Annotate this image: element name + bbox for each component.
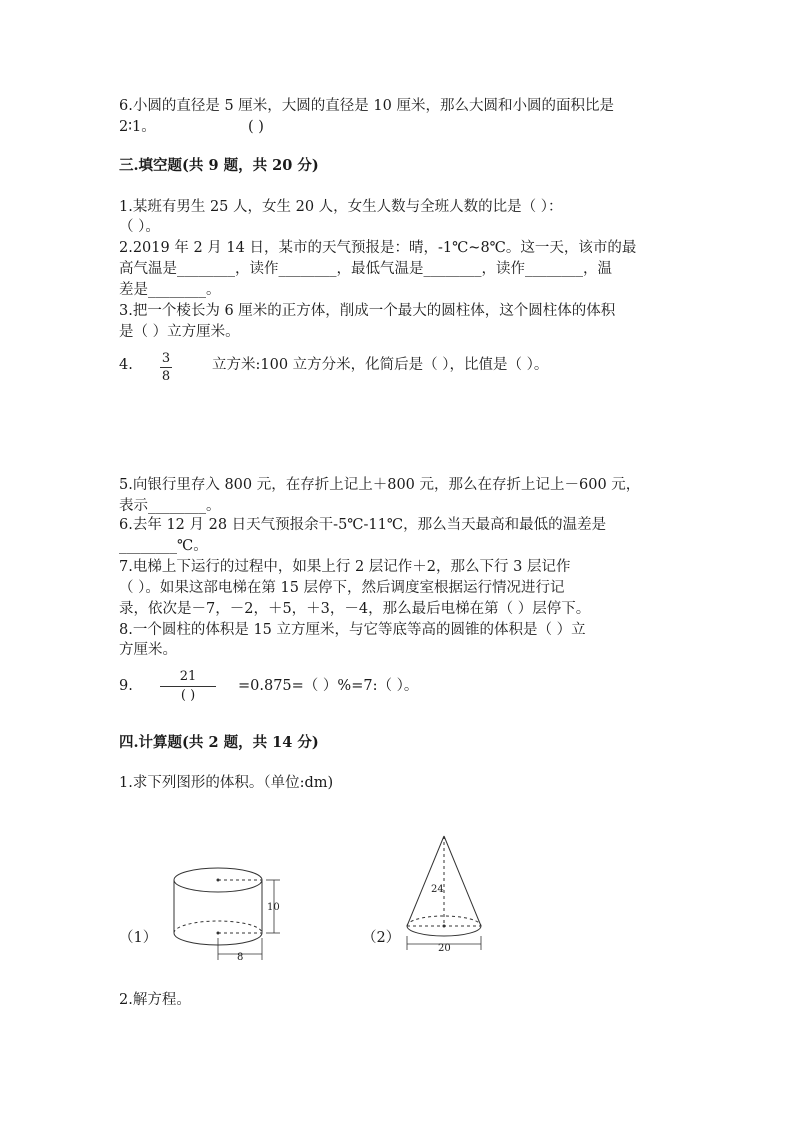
s3-q4-number: 4.	[119, 357, 133, 373]
s3-q4-rest: 立方米:100 立方分米，化简后是（ ），比值是（ ）。	[212, 357, 549, 373]
s3-q1-line1: 1.某班有男生 25 人，女生 20 人，女生人数与全班人数的比是（ ）：	[119, 199, 563, 215]
cone-height-label: 24	[431, 884, 444, 895]
cylinder-radius-label: 8	[237, 952, 244, 963]
section4-heading: 四.计算题(共 2 题，共 14 分)	[119, 734, 319, 751]
cone-diameter-label: 20	[438, 943, 451, 954]
s3-q7-line1: 7.电梯上下运行的过程中，如果上行 2 层记作＋2，那么下行 3 层记作	[119, 559, 571, 575]
s3-q7-line3: 录，依次是－7，－2，＋5，＋3，－4，那么最后电梯在第（ ）层停下。	[119, 601, 591, 617]
s4-q1: 1.求下列图形的体积。（单位:dm)	[119, 775, 334, 791]
s3-q7-line2: （ ）。如果这部电梯在第 15 层停下，然后调度室根据运行情况进行记	[119, 580, 565, 596]
s4-figure2-label: （2）	[362, 930, 401, 946]
cylinder-height-label: 10	[267, 902, 280, 913]
s3-q6-line2: ________℃。	[119, 538, 208, 554]
s3-q5-line1: 5.向银行里存入 800 元，在存折上记上＋800 元，那么在存折上记上－600 元，	[119, 477, 641, 493]
s3-q6-line1: 6.去年 12 月 28 日天气预报余干-5℃-11℃，那么当天最高和最低的温差是	[119, 517, 607, 533]
s3-q3-line2: 是（ ）立方厘米。	[119, 324, 240, 340]
s4-q2: 2.解方程。	[119, 992, 191, 1008]
s3-q1-line2: （ ）。	[119, 219, 160, 235]
s3-q5-line2: 表示________。	[119, 498, 221, 514]
s3-q8-line2: 方厘米。	[119, 642, 177, 658]
cylinder-figure	[170, 860, 290, 965]
s3-q2-line3: 差是________。	[119, 282, 221, 298]
prev-question-line2: 2∶1。	[119, 119, 156, 135]
s3-q3-line1: 3.把一个棱长为 6 厘米的正方体，削成一个最大的圆柱体，这个圆柱体的体积	[119, 303, 616, 319]
s3-q9-fraction-numerator: 21	[179, 669, 197, 684]
s3-q2-line2: 高气温是________，读作________，最低气温是________，读作________，温	[119, 261, 612, 277]
s3-q9-rest: =0.875=（ ）%=7:（ ）。	[238, 678, 419, 694]
s3-q9-fraction-denominator: ( )	[180, 688, 196, 703]
s3-q4-fraction-denominator: 8	[161, 369, 171, 384]
s3-q8-line1: 8.一个圆柱的体积是 15 立方厘米，与它等底等高的圆锥的体积是（ ）立	[119, 622, 586, 638]
s3-q9-fraction-bar	[160, 686, 216, 687]
prev-question-bracket: ( )	[248, 119, 264, 135]
cone-figure	[400, 832, 490, 957]
s3-q4-fraction-bar	[160, 367, 172, 368]
s4-figure1-label: （1）	[119, 930, 158, 946]
section3-heading: 三.填空题(共 9 题，共 20 分)	[119, 157, 319, 174]
s3-q9-number: 9.	[119, 678, 133, 694]
s3-q4-fraction-numerator: 3	[161, 351, 171, 366]
s3-q2-line1: 2.2019 年 2 月 14 日，某市的天气预报是：晴，-1℃~8℃。这一天，该市的最	[119, 240, 637, 256]
prev-question-line1: 6.小圆的直径是 5 厘米，大圆的直径是 10 厘米，那么大圆和小圆的面积比是	[119, 98, 614, 114]
